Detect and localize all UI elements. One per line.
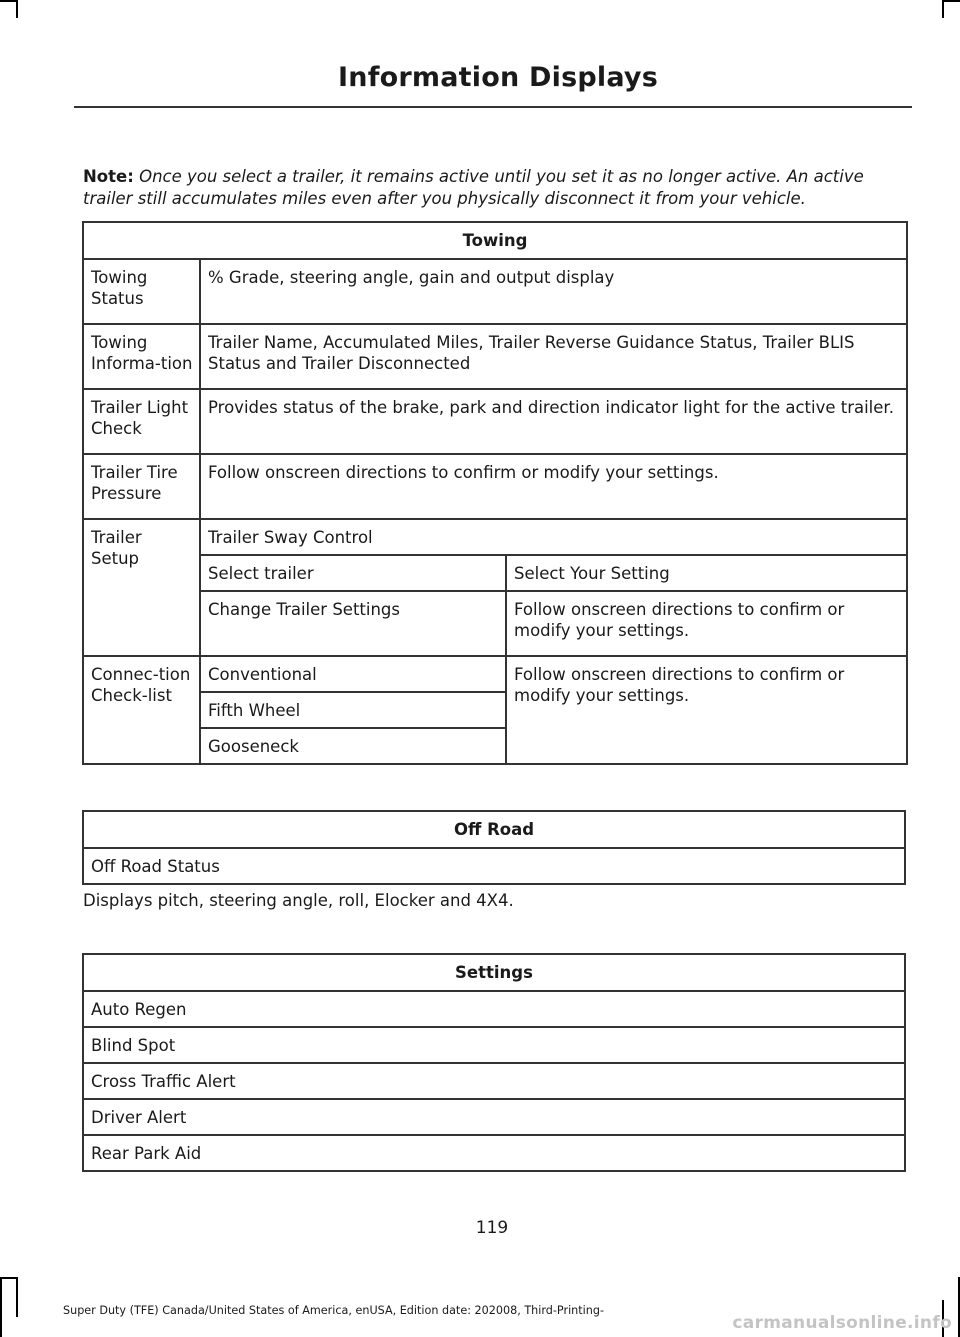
trailer-light-check-value: Provides status of the brake, park and direction indicator light for the active trailer. <box>200 389 907 454</box>
towing-information-value: Trailer Name, Accumulated Miles, Trailer Reverse Guidance Status, Trailer BLIS Status and Trailer Disconnected <box>200 324 907 389</box>
watermark: carmanualsonline.info <box>732 1313 952 1333</box>
note-label: Note: <box>83 167 134 186</box>
crop-mark <box>0 1277 2 1337</box>
off-road-table <box>82 810 906 885</box>
select-trailer: Select trailer <box>200 555 506 591</box>
table-row <box>83 454 907 519</box>
table-row <box>83 555 907 591</box>
table-row <box>83 591 907 656</box>
page-number: 119 <box>475 1218 509 1238</box>
gooseneck-option: Gooseneck <box>200 728 506 764</box>
off-road-status: Off Road Status <box>83 848 905 884</box>
towing-status-value: % Grade, steering angle, gain and output display <box>200 259 907 324</box>
settings-item-rear-park-aid: Rear Park Aid <box>83 1135 905 1171</box>
trailer-sway-control: Trailer Sway Control <box>200 519 907 555</box>
note-text: Once you select a trailer, it remains active until you set it as no longer active. An active trailer still accumulates miles even after you physically disconnect it from your vehicle. <box>83 167 864 208</box>
conventional-option: Conventional <box>200 656 506 692</box>
change-trailer-settings-value: Follow onscreen directions to confirm or modify your settings. <box>506 591 907 656</box>
trailer-setup-label: Trailer Setup <box>83 519 200 656</box>
off-road-description: Displays pitch, steering angle, roll, Elocker and 4X4. <box>83 891 514 910</box>
select-trailer-value: Select Your Setting <box>506 555 907 591</box>
table-row <box>83 1099 905 1135</box>
table-row <box>83 259 907 324</box>
table-row <box>83 656 907 692</box>
crop-mark <box>0 0 16 2</box>
fifth-wheel-option: Fifth Wheel <box>200 692 506 728</box>
trailer-tire-pressure-label: Trailer Tire Pressure <box>83 454 200 519</box>
table-row <box>83 991 905 1027</box>
connection-checklist-value: Follow onscreen directions to confirm or modify your settings. <box>506 656 907 764</box>
table-row <box>83 1135 905 1171</box>
towing-table <box>82 221 908 765</box>
settings-item-blind-spot: Blind Spot <box>83 1027 905 1063</box>
crop-mark <box>16 0 18 18</box>
change-trailer-settings: Change Trailer Settings <box>200 591 506 656</box>
towing-information-label: Towing Informa-tion <box>83 324 200 389</box>
table-row <box>83 324 907 389</box>
crop-mark <box>942 0 944 18</box>
towing-status-label: Towing Status <box>83 259 200 324</box>
table-row <box>83 389 907 454</box>
crop-mark <box>944 0 960 2</box>
trailer-light-check-label: Trailer Light Check <box>83 389 200 454</box>
settings-item-auto-regen: Auto Regen <box>83 991 905 1027</box>
note-paragraph <box>83 166 913 210</box>
table-row <box>83 1027 905 1063</box>
settings-item-driver-alert: Driver Alert <box>83 1099 905 1135</box>
table-row <box>83 519 907 555</box>
settings-table <box>82 953 906 1172</box>
table-row <box>83 1063 905 1099</box>
settings-table-title: Settings <box>83 954 905 991</box>
trailer-tire-pressure-value: Follow onscreen directions to confirm or modify your settings. <box>200 454 907 519</box>
connection-checklist-label: Connec-tion Check-list <box>83 656 200 764</box>
off-road-table-title: Off Road <box>83 811 905 848</box>
header-rule <box>74 106 912 108</box>
footer-edition: Super Duty (TFE) Canada/United States of America, enUSA, Edition date: 202008, Third-Printing- <box>63 1304 604 1317</box>
towing-table-title: Towing <box>83 222 907 259</box>
crop-mark <box>16 1277 18 1317</box>
table-row <box>83 848 905 884</box>
page-title: Information Displays <box>338 62 658 93</box>
settings-item-cross-traffic-alert: Cross Traffic Alert <box>83 1063 905 1099</box>
